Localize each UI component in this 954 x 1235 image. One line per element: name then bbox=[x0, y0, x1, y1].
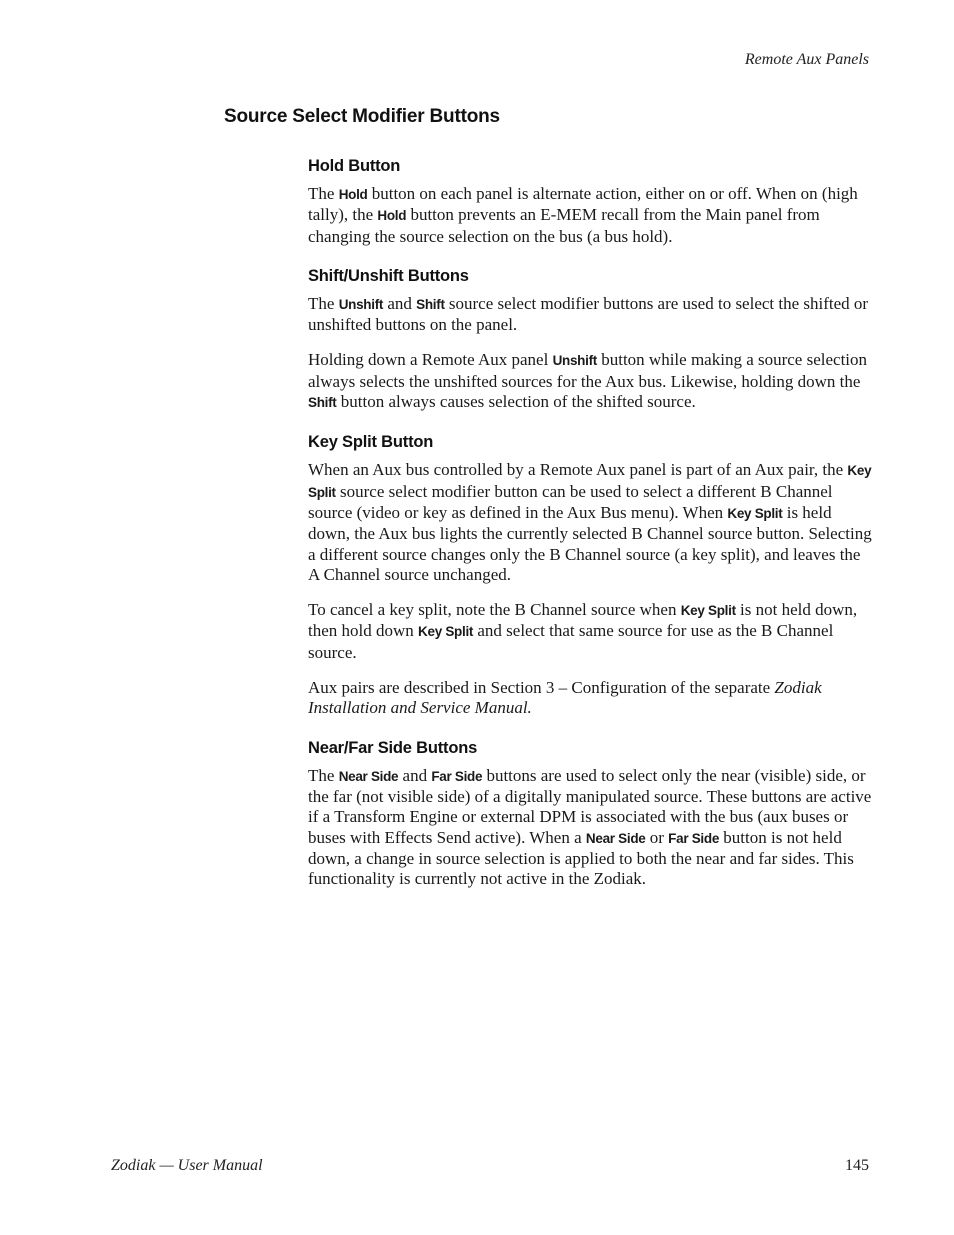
near-far-heading: Near/Far Side Buttons bbox=[308, 738, 478, 757]
page-number: 145 bbox=[845, 1157, 869, 1174]
subsection-key-split bbox=[308, 433, 874, 718]
key-split-paragraph-1 bbox=[308, 460, 874, 585]
text-run: and bbox=[383, 293, 417, 313]
keyword-near-side: Near Side bbox=[585, 830, 646, 846]
subsection-near-far bbox=[308, 739, 874, 890]
text-run: is not held down, then hold down bbox=[308, 600, 858, 641]
manual-reference: Zodiak Installation and Service Manual. bbox=[308, 678, 822, 718]
keyword-near-side: Near Side bbox=[338, 768, 399, 784]
keyword-key-split: Key Split bbox=[308, 463, 872, 500]
hold-paragraph bbox=[308, 184, 874, 247]
shift-unshift-heading: Shift/Unshift Buttons bbox=[308, 266, 469, 285]
text-run: button prevents an E-MEM recall from the Main panel from changing the source selection on the bus (a bus hold). bbox=[308, 205, 820, 246]
keyword-unshift: Unshift bbox=[552, 353, 597, 369]
text-run: button is not held down, a change in source selection is applied to both the near and far sides. This functionality is currently not active in the Zodiak. bbox=[308, 827, 854, 889]
keyword-shift: Shift bbox=[416, 296, 445, 312]
text-run: source select modifier button can be used to select a different B Channel source (video or key as defined in the Aux Bus menu). When bbox=[308, 481, 833, 522]
keyword-key-split: Key Split bbox=[418, 624, 474, 640]
footer-manual-title: Zodiak — User Manual bbox=[111, 1157, 263, 1174]
running-header: Remote Aux Panels bbox=[744, 51, 869, 68]
keyword-unshift: Unshift bbox=[338, 296, 384, 312]
keyword-far-side: Far Side bbox=[431, 768, 483, 784]
text-run: Aux pairs are described in Section 3 – Configuration of the separate bbox=[308, 678, 775, 698]
text-run: The bbox=[308, 293, 339, 313]
text-run: button always causes selection of the shifted source. bbox=[336, 392, 696, 412]
key-split-heading: Key Split Button bbox=[308, 433, 434, 452]
shift-paragraph-1 bbox=[308, 294, 874, 336]
text-run: buttons are used to select only the near (visible) side, or the far (not visible side) of a digitally manipulated source. These buttons are active if a Transform Engine or external DPM is associated with the bus (aux buses or buses with Effects Send active). When a bbox=[308, 765, 872, 847]
keyword-far-side: Far Side bbox=[668, 830, 720, 846]
keyword-shift: Shift bbox=[308, 395, 337, 411]
keyword-key-split: Key Split bbox=[680, 603, 736, 619]
text-run: To cancel a key split, note the B Channel source when bbox=[308, 600, 681, 620]
text-run: button while making a source selection always selects the unshifted sources for the Aux bus. Likewise, holding down the bbox=[308, 350, 868, 391]
keyword-hold: Hold bbox=[338, 187, 368, 202]
text-run: source select modifier buttons are used to select the shifted or unshifted buttons on the panel. bbox=[308, 293, 869, 335]
shift-paragraph-2 bbox=[308, 350, 874, 413]
content-body bbox=[308, 157, 874, 909]
key-split-paragraph-3 bbox=[308, 678, 874, 719]
keyword-hold: Hold bbox=[377, 208, 407, 224]
hold-button-heading: Hold Button bbox=[308, 157, 401, 175]
text-run: The bbox=[308, 765, 339, 785]
text-run: Holding down a Remote Aux panel bbox=[308, 350, 553, 370]
text-run: When an Aux bus controlled by a Remote Aux panel is part of an Aux pair, the bbox=[308, 460, 848, 480]
keyword-key-split: Key Split bbox=[727, 505, 783, 521]
text-run: or bbox=[645, 827, 669, 847]
key-split-paragraph-2 bbox=[308, 600, 874, 663]
text-run: The bbox=[308, 184, 339, 203]
text-run: is held down, the Aux bus lights the currently selected B Channel source button. Selecting a different source changes only the B Channel source (a key split), and leaves the A Channel source unchanged. bbox=[308, 502, 872, 584]
text-run: and select that same source for use as the B Channel source. bbox=[308, 621, 834, 662]
subsection-shift bbox=[308, 267, 874, 413]
near-far-paragraph bbox=[308, 766, 874, 890]
text-run: and bbox=[398, 765, 432, 785]
subsection-hold bbox=[308, 157, 874, 247]
text-run: button on each panel is alternate action, either on or off. When on (high tally), the bbox=[308, 184, 858, 225]
section-title: Source Select Modifier Buttons bbox=[224, 106, 500, 127]
